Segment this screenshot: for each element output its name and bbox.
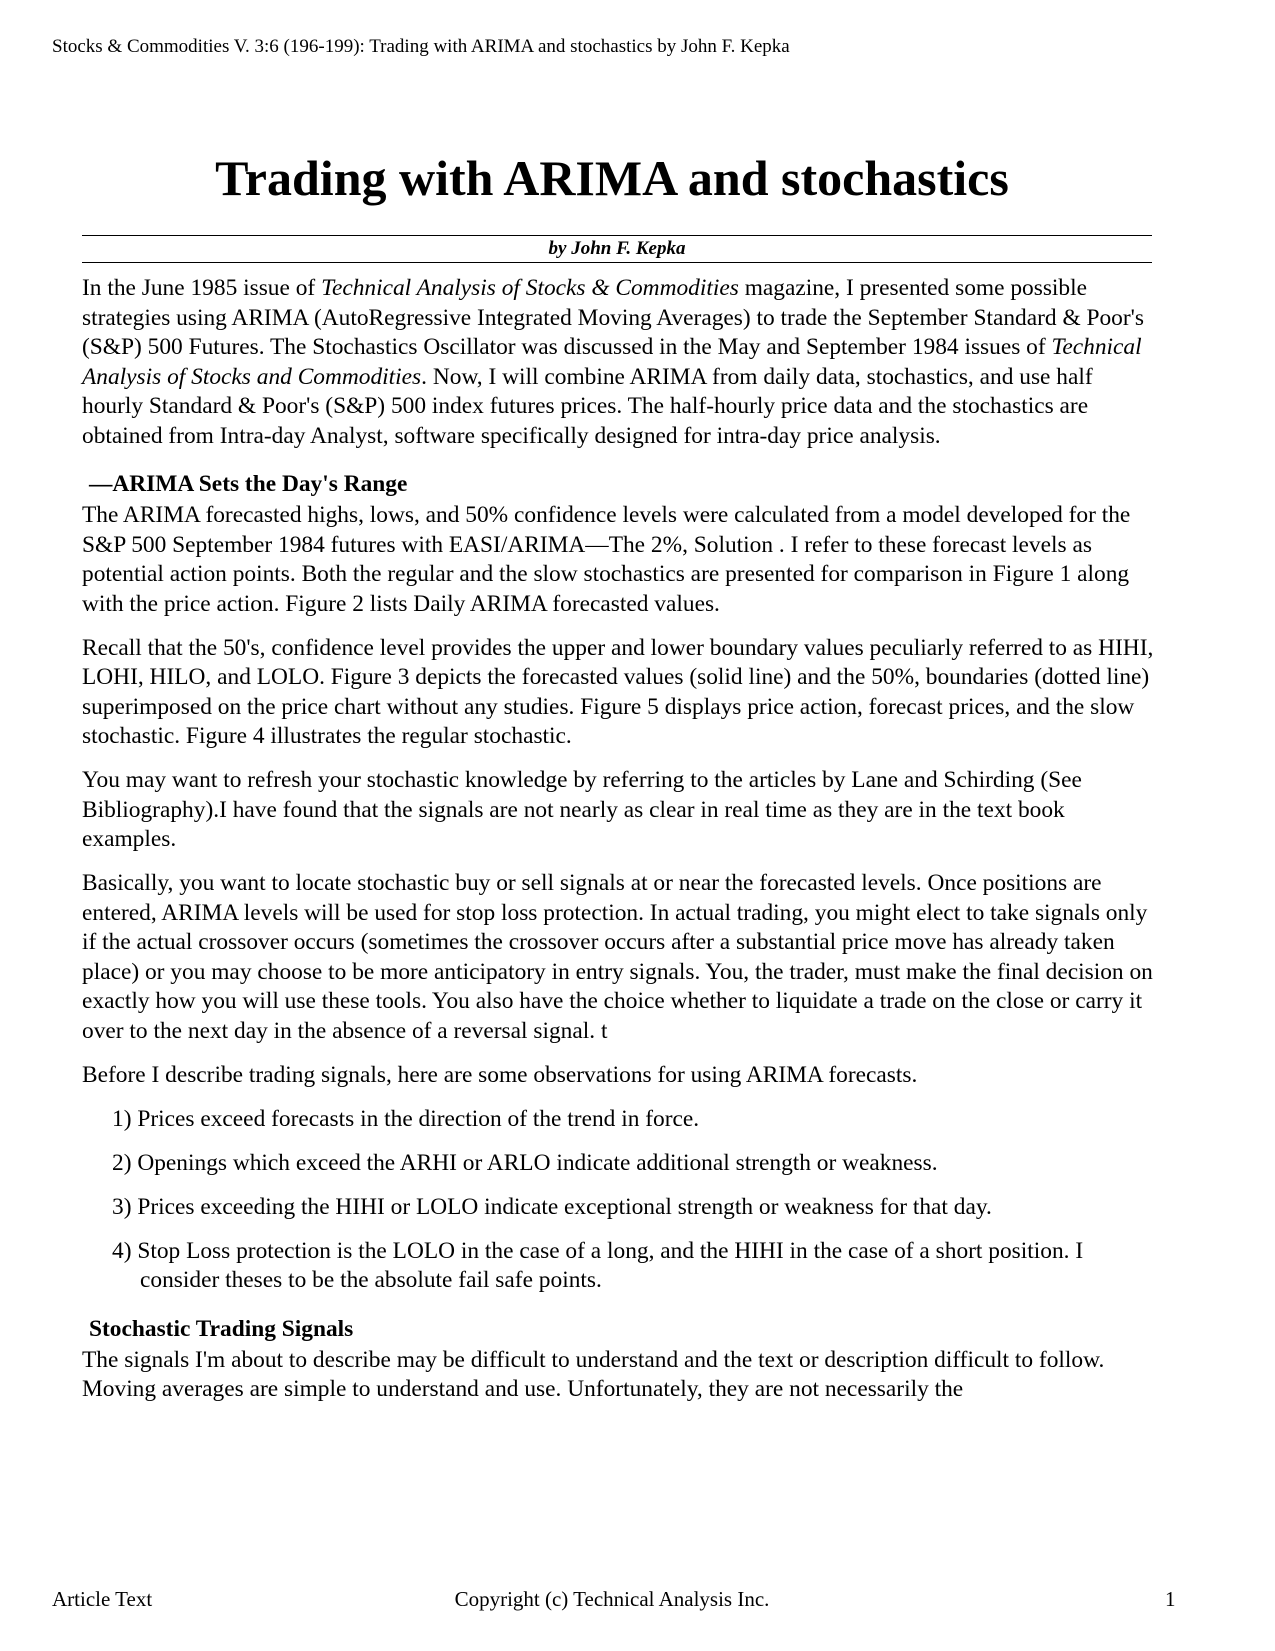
observations-list — [82, 1105, 1157, 1296]
list-item: 3) Prices exceeding the HIHI or LOLO indicate exceptional strength or weakness for that day. — [112, 1193, 992, 1220]
section-heading-arima: —ARIMA Sets the Day's Range — [89, 471, 408, 497]
body-paragraph: Recall that the 50's, confidence level provides the upper and lower boundary values peculiarly referred to as HIHI, LOHI, HILO, and LOLO. Figure 3 depicts the forecasted values (solid line) and the 50%, boundaries (dotted line) superimposed on the price chart without any studies. Figure 5 displays price action, forecast prices, and the slow stochastic. Figure 4 illustrates the regular stochastic. — [82, 634, 1154, 749]
section-heading-stochastic: Stochastic Trading Signals — [89, 1315, 354, 1342]
list-item: 1) Prices exceed forecasts in the direction of the trend in force. — [112, 1105, 700, 1132]
footer-copyright: Copyright (c) Technical Analysis Inc. — [454, 1587, 770, 1611]
article-body — [82, 274, 1157, 1419]
byline: by John F. Kepka — [82, 235, 1152, 263]
article-title: Trading with ARIMA and stochastics — [215, 150, 1009, 206]
body-paragraph: The ARIMA forecasted highs, lows, and 50% confidence levels were calculated from a model developed for the S&P 500 September 1984 futures with EASI/ARIMA—The 2%, Solution . I refer to these forecast levels as potential action points. Both the regular and the slow stochastics are presented for comparison in Figure 1 along with the price action. Figure 2 lists Daily ARIMA forecasted values. — [82, 502, 1131, 617]
page-number: 1 — [1165, 1587, 1176, 1611]
body-paragraph: Before I describe trading signals, here are some observations for using ARIMA forecasts. — [82, 1061, 918, 1088]
body-paragraph: You may want to refresh your stochastic knowledge by referring to the articles by Lane and Schirding (See Bibliography).I have found that the signals are not nearly as clear in real time as they are in the text book examples. — [82, 767, 1082, 852]
magazine-title-italic: Technical Analysis of Stocks & Commodities — [321, 275, 739, 301]
body-paragraph: Basically, you want to locate stochastic buy or sell signals at or near the forecasted levels. Once positions are entered, ARIMA levels will be used for stop loss protection. In actual trading, you might elect to take signals only if the actual crossover occurs (sometimes the crossover occurs after a substantial price move has already taken place) or you may choose to be more anticipatory in entry signals. You, the trader, must make the final decision on exactly how you will use these tools. You also have the choice whether to liquidate a trade on the close or carry it over to the next day in the absence of a reversal signal. t — [82, 870, 1153, 1044]
body-paragraph: The signals I'm about to describe may be difficult to understand and the text or description difficult to follow. Moving averages are simple to understand and use. Unfortunately, they are not necessarily the — [82, 1346, 1105, 1402]
list-item: 2) Openings which exceed the ARHI or ARLO indicate additional strength or weakness. — [112, 1149, 938, 1176]
running-header: Stocks & Commodities V. 3:6 (196-199): Trading with ARIMA and stochastics by John F. Kepka — [52, 36, 790, 57]
intro-paragraph: In the June 1985 issue of Technical Analysis of Stocks & Commodities magazine, I presented some possible strategies using ARIMA (AutoRegressive Integrated Moving Averages) to trade the September Standard & Poor's (S&P) 500 Futures. The Stochastics Oscillator was discussed in the May and September 1984 issues of Technical Analysis of Stocks and Commodities. Now, I will combine ARIMA from daily data, stochastics, and use half hourly Standard & Poor's (S&P) 500 index futures prices. The half-hourly price data and the stochastics are obtained from Intra-day Analyst, software specifically designed for intra-day price analysis. — [82, 275, 1144, 449]
footer-label: Article Text — [52, 1587, 153, 1611]
list-item: 4) Stop Loss protection is the LOLO in the case of a long, and the HIHI in the case of a short position. I consider theses to be the absolute fail safe points. — [112, 1237, 1084, 1293]
magazine-title-italic: Technical Analysis of Stocks and Commodities — [82, 334, 1142, 390]
